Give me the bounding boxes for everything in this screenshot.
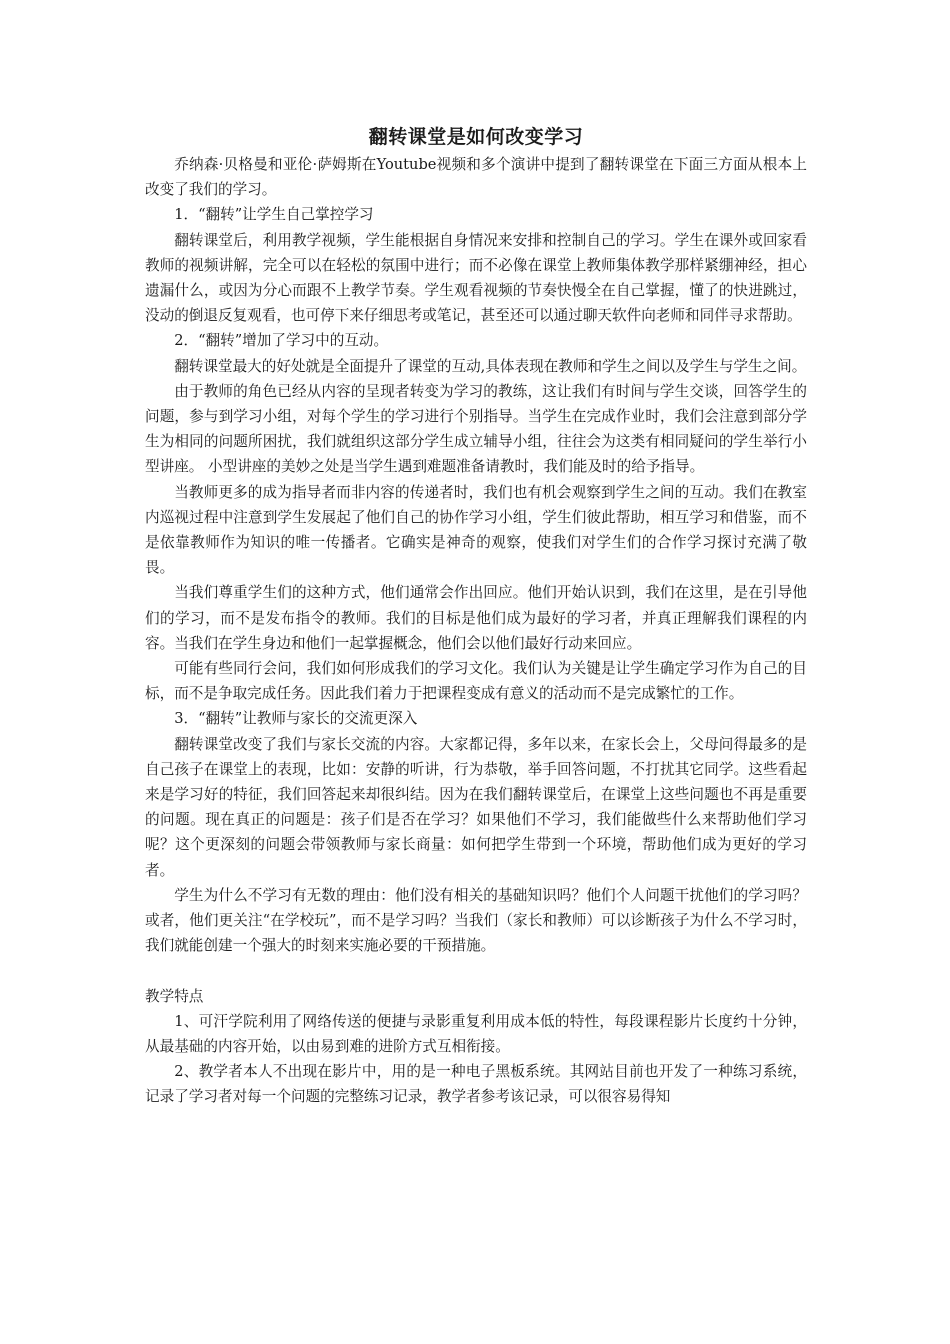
features-heading: 教学特点 — [145, 987, 204, 1005]
section-2-paragraph: 翻转课堂最大的好处就是全面提升了课堂的互动,具体表现在教师和学生之间以及学生与学生之间。 — [174, 357, 807, 375]
section-3-paragraph: 翻转课堂改变了我们与家长交流的内容。大家都记得，多年以来，在家长会上，父母问得最多的是自己孩子在课堂上的表现，比如：安静的听讲，行为恭敬，举手回答问题，不打扰其它同学。这些看起来是学习好的特征，我们回答起来却很纠结。因为在我们翻转课堂后，在课堂上这些问题也不再是重要的问题。现在真正的问题是：孩子们是否在学习？如果他们不学习，我们能做些什么来帮助他们学习呢？这个更深刻的问题会带领教师与家长商量：如何把学生带到一个环境，帮助他们成为更好的学习者。 — [145, 735, 807, 879]
features-paragraph: 1、可汗学院利用了网络传送的便捷与录影重复利用成本低的特性，每段课程影片长度约十分钟，从最基础的内容开始，以由易到难的进阶方式互相衔接。 — [145, 1012, 807, 1055]
section-3-heading: 3．“翻转”让教师与家长的交流更深入 — [174, 710, 418, 728]
blank-line — [145, 959, 807, 984]
features-paragraph: 2、教学者本人不出现在影片中，用的是一种电子黑板系统。其网站目前也开发了一种练习系统，记录了学习者对每一个问题的完整练习记录，教学者参考该记录，可以很容易得知 — [145, 1063, 807, 1106]
section-1-heading: 1．“翻转”让学生自己掌控学习 — [174, 206, 374, 224]
section-1-paragraph: 翻转课堂后，利用教学视频，学生能根据自身情况来安排和控制自己的学习。学生在课外或回家看教师的视频讲解，完全可以在轻松的氛围中进行；而不必像在课堂上教师集体教学那样紧绷神经，担心遗漏什么，或因为分心而跟不上教学节奏。学生观看视频的节奏快慢全在自己掌握，懂了的快进跳过，没动的倒退反复观看，也可停下来仔细思考或笔记，甚至还可以通过聊天软件向老师和同伴寻求帮助。 — [145, 231, 807, 325]
section-2-paragraph: 当教师更多的成为指导者而非内容的传递者时，我们也有机会观察到学生之间的互动。我们在教室内巡视过程中注意到学生发展起了他们自己的协作学习小组，学生们彼此帮助，相互学习和借鉴，而不是依靠教师作为知识的唯一传播者。它确实是神奇的观察，使我们对学生们的合作学习探讨充满了敬畏。 — [145, 483, 807, 577]
intro-paragraph: 乔纳森·贝格曼和亚伦·萨姆斯在Youtube视频和多个演讲中提到了翻转课堂在下面三方面从根本上改变了我们的学习。 — [145, 156, 807, 199]
section-2-paragraph: 由于教师的角色已经从内容的呈现者转变为学习的教练，这让我们有时间与学生交谈，回答学生的问题，参与到学习小组，对每个学生的学习进行个别指导。当学生在完成作业时，我们会注意到部分学生为相同的问题所困扰，我们就组织这部分学生成立辅导小组，往往会为这类有相同疑问的学生举行小型讲座。 小型讲座的美妙之处是当学生遇到难题准备请教时，我们能及时的给予指导。 — [145, 382, 807, 476]
document-title: 翻转课堂是如何改变学习 — [368, 126, 584, 148]
section-3-paragraph: 学生为什么不学习有无数的理由：他们没有相关的基础知识吗？他们个人问题干扰他们的学习吗？或者，他们更关注“在学校玩”，而不是学习吗？当我们（家长和教师）可以诊断孩子为什么不学习时，我们就能创建一个强大的时刻来实施必要的干预措施。 — [145, 886, 807, 955]
section-2-paragraph: 当我们尊重学生们的这种方式，他们通常会作出回应。他们开始认识到，我们在这里，是在引导他们的学习，而不是发布指令的教师。我们的目标是他们成为最好的学习者，并真正理解我们课程的内容。当我们在学生身边和他们一起掌握概念，他们会以他们最好行动来回应。 — [145, 584, 807, 652]
section-2-heading: 2．“翻转”增加了学习中的互动。 — [174, 332, 389, 350]
section-2-paragraph: 可能有些同行会问，我们如何形成我们的学习文化。我们认为关键是让学生确定学习作为自己的目标，而不是争取完成任务。因此我们着力于把课程变成有意义的活动而不是完成繁忙的工作。 — [145, 660, 807, 703]
document-body — [145, 122, 807, 1110]
